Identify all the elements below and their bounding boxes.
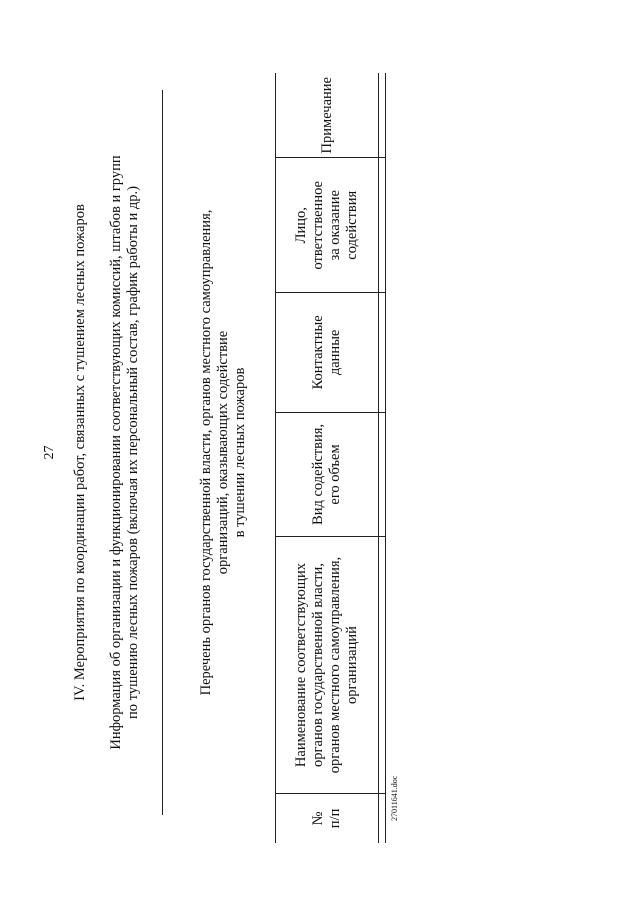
table-cell	[379, 412, 386, 537]
header-note: Примечание	[276, 73, 379, 158]
list-title-line-2: организаций, оказывающих содействие	[215, 330, 231, 575]
header-number: № п/п	[276, 793, 379, 843]
table-cell	[379, 158, 386, 293]
section-title: IV. Мероприятия по координации работ, связанных с тушением лесных пожаров	[72, 204, 88, 701]
info-line-1: Информация об организации и функционировании соответствующих комиссий, штабов и групп	[108, 155, 124, 750]
table-cell	[379, 73, 386, 158]
header-responsible-person: Лицо, ответственное за оказание содействия	[276, 158, 379, 293]
table-header-row	[276, 73, 379, 843]
rotated-page-content	[30, 30, 410, 875]
header-contacts: Контактные данные	[276, 293, 379, 413]
header-assistance-type: Вид содействия, его объем	[276, 412, 379, 537]
list-title-line-1: Перечень органов государственной власти, органов местного самоуправления,	[198, 209, 214, 696]
document-file-id: 27011641.doc	[390, 775, 399, 821]
info-paragraph	[108, 30, 142, 875]
table-cell	[379, 293, 386, 413]
header-organization-name: Наименование соответствующих органов государственной власти, органов местного самоуправления, организаций	[276, 537, 379, 794]
list-title	[198, 30, 249, 875]
table-cell	[379, 793, 386, 843]
assistance-table	[275, 73, 386, 843]
horizontal-rule	[162, 90, 163, 815]
table-cell	[379, 537, 386, 794]
page-number: 27	[42, 445, 57, 460]
info-line-2: по тушению лесных пожаров (включая их персональный состав, график работы и др.)	[125, 186, 141, 719]
list-title-line-3: в тушении лесных пожаров	[232, 367, 248, 538]
table-empty-row	[379, 73, 386, 843]
